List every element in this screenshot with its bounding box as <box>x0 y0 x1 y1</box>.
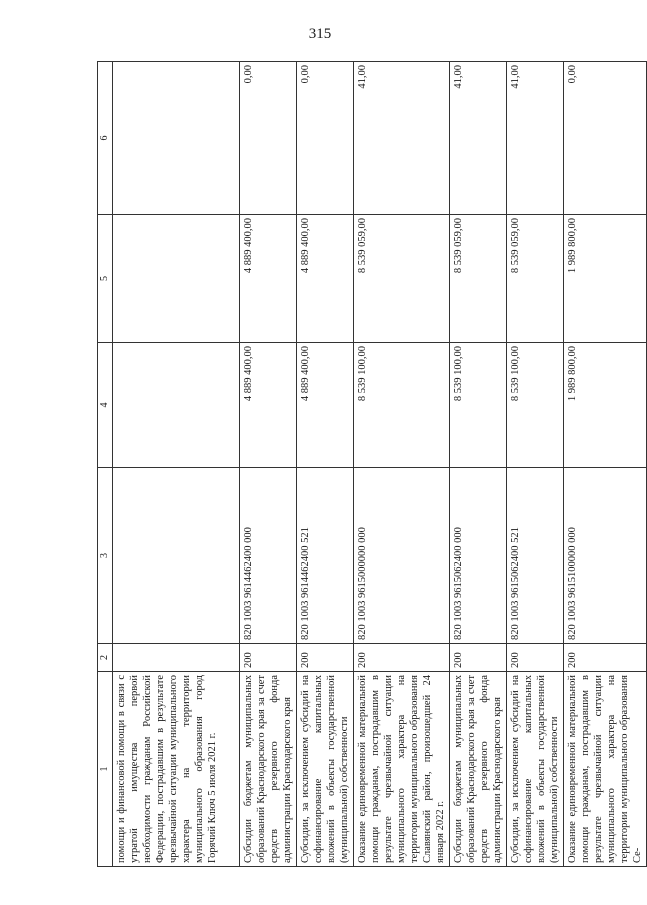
row-col4: 8 539 100,00 <box>450 343 507 468</box>
row-col5: 8 539 059,00 <box>354 215 450 343</box>
row-description: Субсидии бюджетам муниципальных образований Краснодарского края за счет средств резервного фонда администрации Краснодарского края <box>240 672 297 867</box>
table-row <box>240 62 297 867</box>
row-description: помощи и финансовой помощи в связи с утратой имущества первой необходимости гражданам Российской Федерации, пострадавшим в результате чрезвычайной ситуации муниципального характера на территории муниципального образования город Горячий Ключ 5 июля 2021 г. <box>113 672 240 867</box>
table-viewport <box>97 62 643 867</box>
row-col5: 1 989 800,00 <box>564 215 647 343</box>
row-col5 <box>113 215 240 343</box>
row-description: Субсидии бюджетам муниципальных образований Краснодарского края за счет средств резервного фонда администрации Краснодарского края <box>450 672 507 867</box>
table-row <box>450 62 507 867</box>
row-col4: 1 989 800,00 <box>564 343 647 468</box>
row-code: 820 1003 9614462400 000 <box>240 468 297 644</box>
rotated-table-container <box>97 62 643 867</box>
row-description: Оказание единовременной материальной помощи гражданам, пострадавшим в результате чрезвычайной ситуации муниципального характера на территории муниципального образования Се- <box>564 672 647 867</box>
header-cell-1: 1 <box>98 672 113 867</box>
row-col2: 200 <box>297 644 354 672</box>
row-description: Оказание единовременной материальной помощи гражданам, пострадавшим в результате чрезвычайной ситуации муниципального характера на территории муниципального образования Славянский район, произошедшей 24 января 2022 г. <box>354 672 450 867</box>
row-col6: 41,00 <box>354 62 450 215</box>
row-col4 <box>113 343 240 468</box>
row-col5: 4 889 400,00 <box>297 215 354 343</box>
row-col6: 0,00 <box>564 62 647 215</box>
page-number: 315 <box>308 26 332 42</box>
row-col4: 8 539 100,00 <box>507 343 564 468</box>
row-code: 820 1003 9615100000 000 <box>564 468 647 644</box>
row-description: Субсидии, за исключением субсидий на софинансирование капитальных вложений в объекты государственной (муниципальной) собственности <box>507 672 564 867</box>
row-code <box>113 468 240 644</box>
row-col2: 200 <box>564 644 647 672</box>
row-col6: 0,00 <box>297 62 354 215</box>
header-cell-6: 6 <box>98 62 113 215</box>
row-col2: 200 <box>450 644 507 672</box>
row-col5: 8 539 059,00 <box>450 215 507 343</box>
header-cell-2: 2 <box>98 644 113 672</box>
row-code: 820 1003 9615000000 000 <box>354 468 450 644</box>
row-col6: 41,00 <box>450 62 507 215</box>
row-col4: 8 539 100,00 <box>354 343 450 468</box>
row-col6: 0,00 <box>240 62 297 215</box>
row-col4: 4 889 400,00 <box>297 343 354 468</box>
table-header-row <box>98 62 113 867</box>
table-row <box>507 62 564 867</box>
table-row <box>564 62 647 867</box>
table-row <box>354 62 450 867</box>
row-description: Субсидии, за исключением субсидий на софинансирование капитальных вложений в объекты государственной (муниципальной) собственности <box>297 672 354 867</box>
row-col2: 200 <box>240 644 297 672</box>
row-col5: 8 539 059,00 <box>507 215 564 343</box>
row-col5: 4 889 400,00 <box>240 215 297 343</box>
table-row <box>113 62 240 867</box>
row-col2: 200 <box>507 644 564 672</box>
row-col2 <box>113 644 240 672</box>
row-col2: 200 <box>354 644 450 672</box>
header-cell-3: 3 <box>98 468 113 644</box>
row-code: 820 1003 9615062400 000 <box>450 468 507 644</box>
row-col6: 41,00 <box>507 62 564 215</box>
row-col4: 4 889 400,00 <box>240 343 297 468</box>
row-code: 820 1003 9615062400 521 <box>507 468 564 644</box>
header-cell-5: 5 <box>98 215 113 343</box>
header-cell-4: 4 <box>98 343 113 468</box>
row-code: 820 1003 9614462400 521 <box>297 468 354 644</box>
budget-table <box>97 61 647 867</box>
row-col6 <box>113 62 240 215</box>
table-row <box>297 62 354 867</box>
